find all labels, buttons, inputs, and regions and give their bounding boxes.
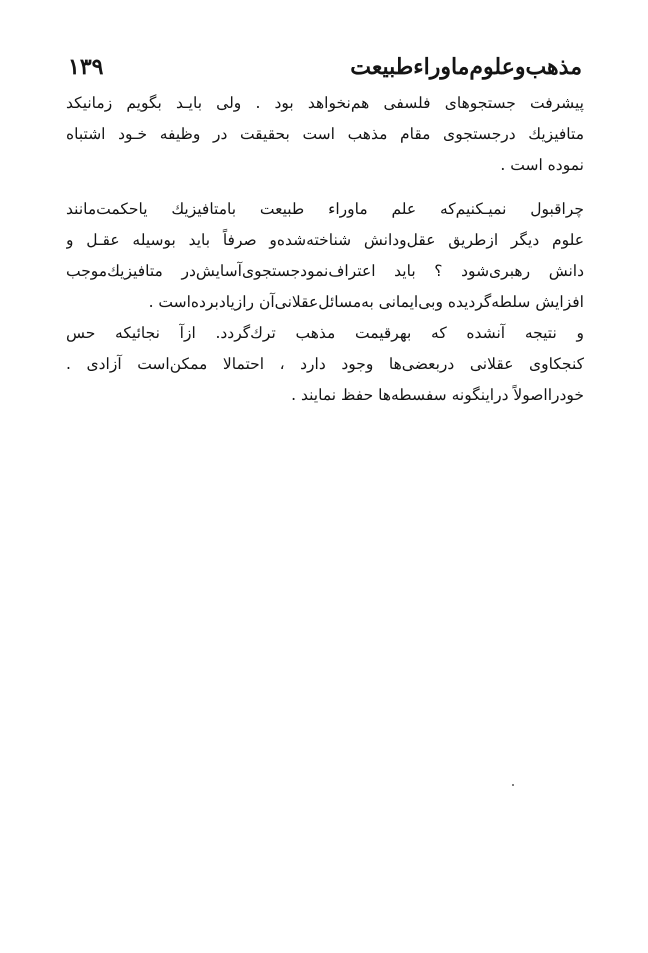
scan-speck bbox=[512, 784, 514, 786]
text-line: افزایش سلطه‌گردیده وبی‌ایمانی به‌مسائل‌عقلانی‌آن رازیادبرده‌است . bbox=[148, 293, 584, 311]
paragraph-spacer bbox=[66, 181, 584, 194]
text-line: پیشرفت جستجوهای فلسفی هم‌نخواهد بود . ولی بایـد بگویم زمانیکد bbox=[66, 94, 584, 112]
text-line: نموده است . bbox=[500, 156, 584, 174]
paragraph-1 bbox=[66, 88, 584, 181]
running-title: مذهب‌وعلوم‌ماوراءطبیعت bbox=[350, 54, 582, 80]
paragraph-2 bbox=[66, 194, 584, 318]
text-line: خودرااصولاً دراینگونه سفسطه‌ها حفظ نمایند . bbox=[291, 386, 584, 404]
text-line: علوم دیگر ازطریق عقل‌ودانش شناخته‌شده‌و صرفاً باید بوسیله عقـل و bbox=[66, 231, 584, 249]
text-line: متافیزیك درجستجوی مقام مذهب است بحقیقت در وظیفه خـود اشتباه bbox=[66, 125, 584, 143]
text-line: کنجکاوی عقلانی دربعضی‌ها وجود دارد ، احتمالا ممکن‌است آزادی . bbox=[66, 355, 584, 373]
text-line: چراقبول نمیـکنیم‌که علم ماوراء طبیعت بامتافیزیك یاحکمت‌مانند bbox=[66, 200, 584, 218]
body-text bbox=[66, 88, 584, 411]
paragraph-3 bbox=[66, 318, 584, 411]
text-line: دانش رهبری‌شود ؟ باید اعتراف‌نمودجستجوی‌آسایش‌در متافیزیك‌موجب bbox=[66, 262, 584, 280]
page-header bbox=[68, 50, 582, 84]
page-number: ۱۳۹ bbox=[68, 54, 104, 80]
text-line: و نتیجه آنشده که بهرقیمت مذهب ترك‌گردد. ازآ نجائیکه حس bbox=[66, 324, 584, 342]
